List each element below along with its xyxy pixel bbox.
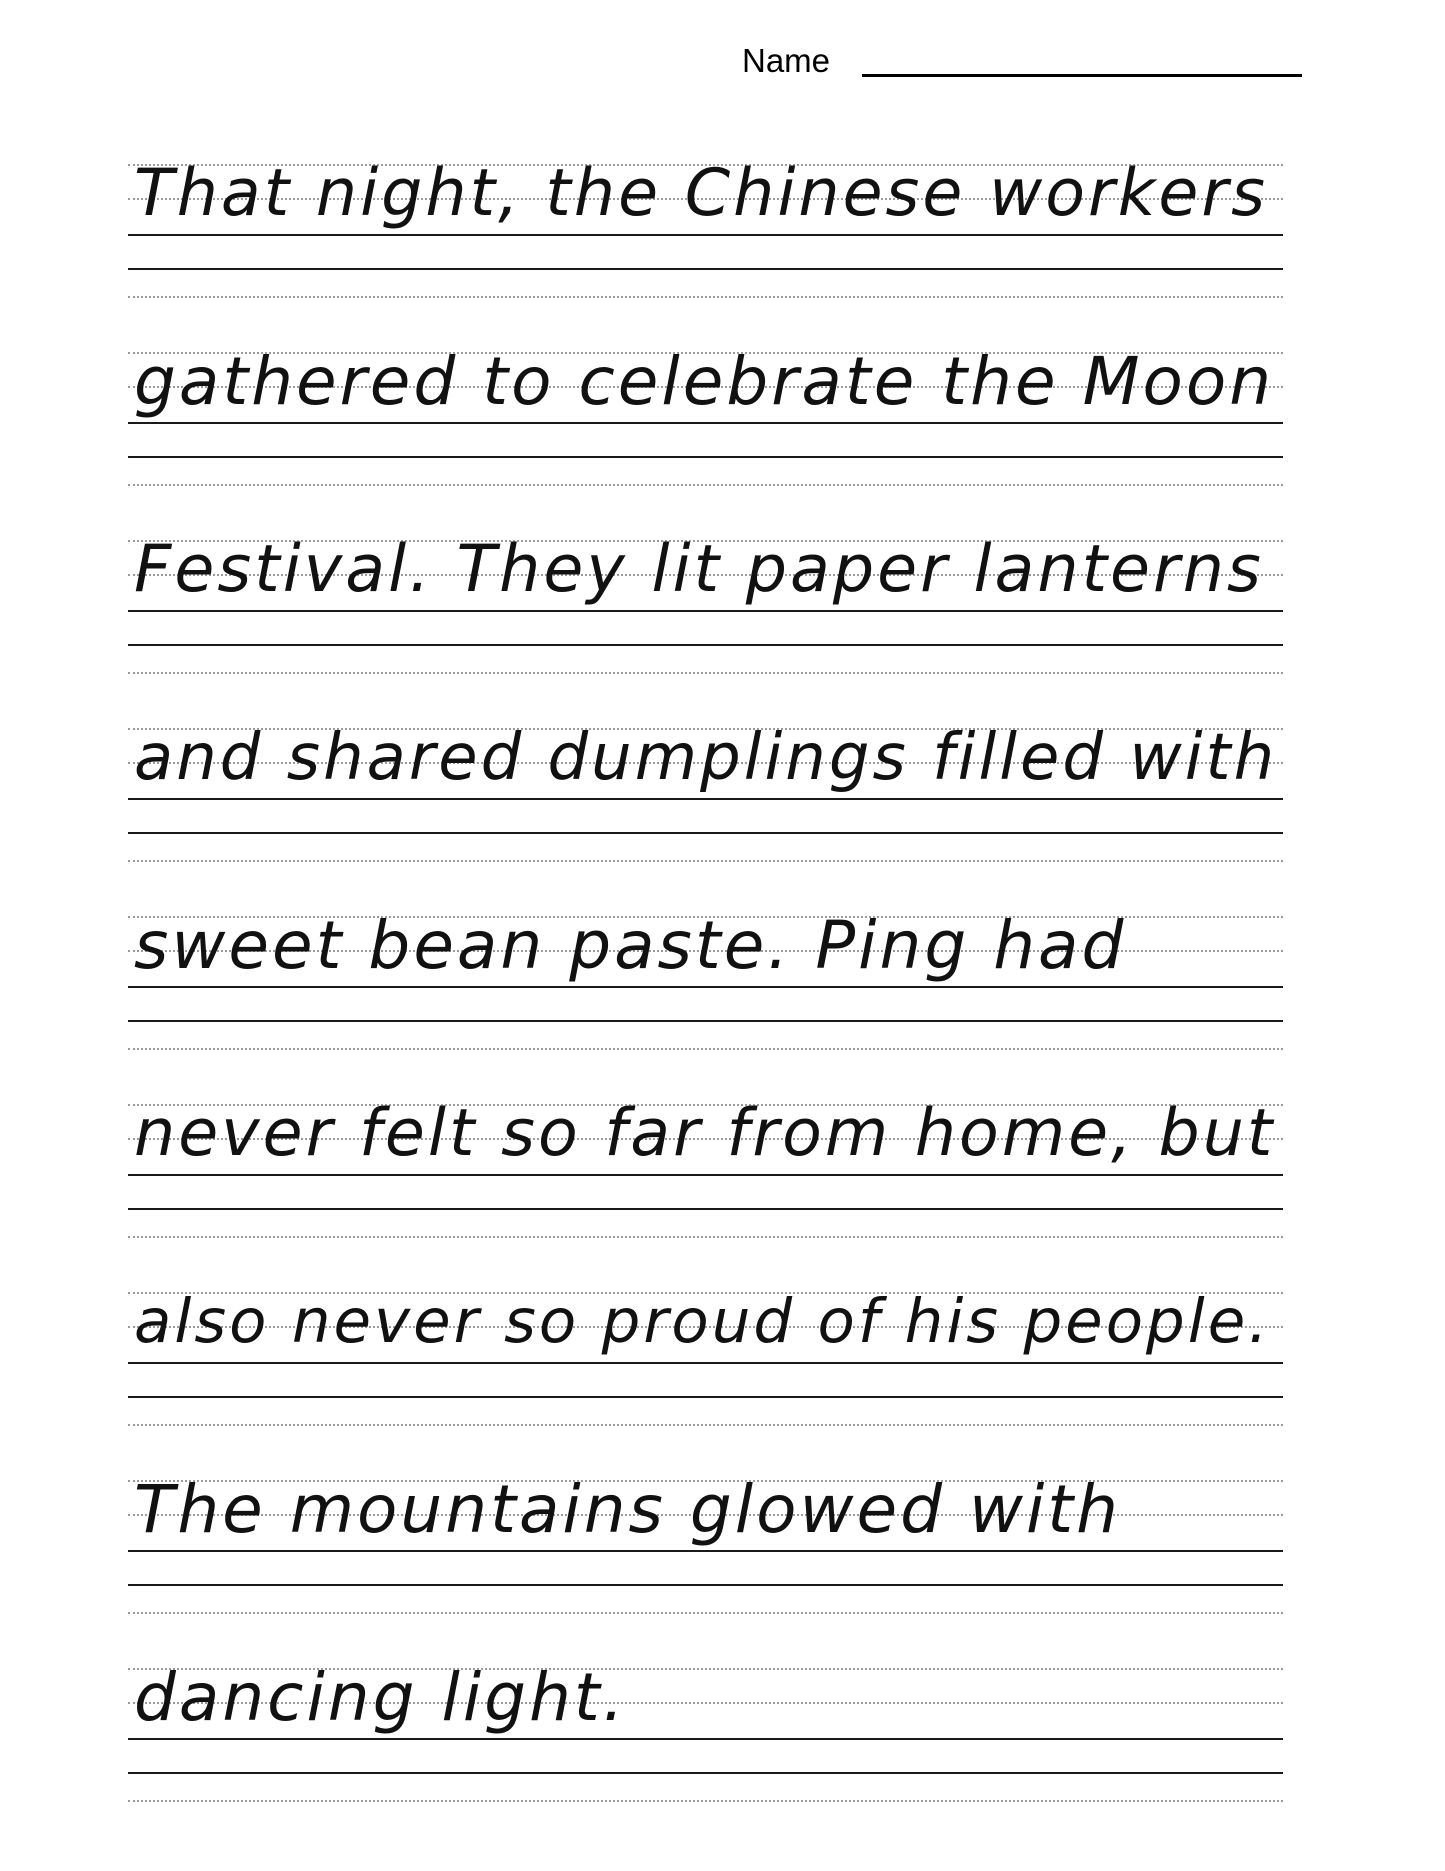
lower-guide-line [128,1424,1283,1426]
descender-line [128,1208,1283,1210]
lower-guide-line [128,484,1283,486]
traced-text-line: gathered to celebrate the Moon [134,343,1275,420]
baseline [128,1550,1283,1552]
name-label: Name [742,42,831,79]
practice-row-9[interactable] [128,1632,1283,1820]
baseline [128,1362,1283,1364]
traced-text-line: also never so proud of his people. [134,1286,1271,1357]
traced-text-line: The mountains glowed with [134,1471,1122,1548]
descender-line [128,1772,1283,1774]
baseline [128,798,1283,800]
practice-row-3[interactable] [128,504,1283,692]
traced-text-line: never felt so far from home, but [134,1096,1276,1171]
traced-text-line: dancing light. [134,1659,627,1736]
descender-line [128,1584,1283,1586]
baseline [128,610,1283,612]
descender-line [128,644,1283,646]
practice-row-6[interactable] [128,1068,1283,1256]
practice-row-7[interactable] [128,1256,1283,1444]
descender-line [128,1396,1283,1398]
baseline [128,234,1283,236]
baseline [128,422,1283,424]
baseline [128,1738,1283,1740]
traced-text-line: That night, the Chinese workers [134,156,1268,231]
practice-row-5[interactable] [128,880,1283,1068]
baseline [128,986,1283,988]
lower-guide-line [128,672,1283,674]
practice-row-8[interactable] [128,1444,1283,1632]
descender-line [128,456,1283,458]
lower-guide-line [128,860,1283,862]
lower-guide-line [128,1612,1283,1614]
descender-line [128,268,1283,270]
baseline [128,1174,1283,1176]
practice-row-1[interactable] [128,128,1283,316]
traced-text-line: Festival. They lit paper lanterns [134,532,1264,607]
lower-guide-line [128,296,1283,298]
traced-text-line: and shared dumplings filled with [134,721,1278,795]
lower-guide-line [128,1048,1283,1050]
traced-text-line: sweet bean paste. Ping had [134,907,1127,984]
descender-line [128,832,1283,834]
lower-guide-line [128,1236,1283,1238]
practice-row-2[interactable] [128,316,1283,504]
practice-row-4[interactable] [128,692,1283,880]
descender-line [128,1020,1283,1022]
lower-guide-line [128,1800,1283,1802]
